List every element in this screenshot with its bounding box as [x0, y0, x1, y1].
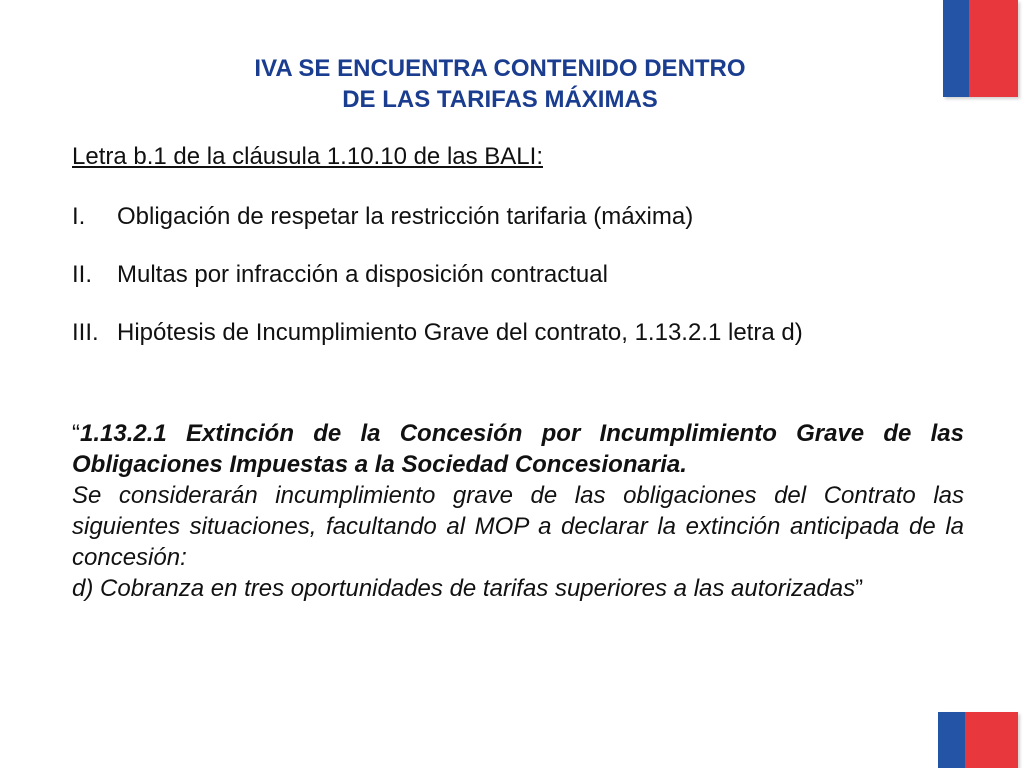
quote-body: Se considerarán incumplimiento grave de las obligaciones del Contrato las siguientes situaciones, facultando al MOP a declarar la extinción anticipada de la concesión: [72, 482, 964, 571]
quote-close-mark: ” [855, 575, 864, 602]
quote-item-d: d) Cobranza en tres oportunidades de tarifas superiores a las autorizadas [72, 575, 856, 602]
flag-red-stripe [965, 712, 1018, 768]
list-item [72, 261, 952, 289]
slide-title [120, 53, 880, 115]
list-item-number: III. [72, 319, 99, 346]
quoted-clause [72, 418, 964, 604]
list-item-text: Hipótesis de Incumplimiento Grave del contrato, 1.13.2.1 letra d) [117, 319, 803, 346]
quote-heading-paragraph [72, 418, 964, 480]
flag-red-stripe [969, 0, 1019, 97]
list-item [72, 203, 952, 231]
title-line-2: DE LAS TARIFAS MÁXIMAS [342, 86, 658, 113]
chile-flag-decoration-bottom [938, 712, 1018, 768]
list-item-number: I. [72, 203, 86, 230]
chile-flag-decoration-top [943, 0, 1018, 97]
list-item [72, 319, 952, 347]
title-line-1: IVA SE ENCUENTRA CONTENIDO DENTRO [254, 55, 746, 82]
flag-blue-stripe [943, 0, 969, 97]
list-item-text: Obligación de respetar la restricción tarifaria (máxima) [117, 203, 694, 230]
obligations-list [72, 203, 952, 377]
list-item-text: Multas por infracción a disposición contractual [117, 261, 608, 288]
quote-heading: 1.13.2.1 Extinción de la Concesión por Incumplimiento Grave de las Obligaciones Impuestas a la Sociedad Concesionaria. [72, 420, 964, 478]
flag-blue-stripe [938, 712, 965, 768]
quote-open-mark: “ [72, 420, 80, 447]
quote-item-paragraph [72, 573, 964, 604]
clause-subtitle: Letra b.1 de la cláusula 1.10.10 de las BALI: [72, 143, 543, 170]
list-item-number: II. [72, 261, 93, 288]
